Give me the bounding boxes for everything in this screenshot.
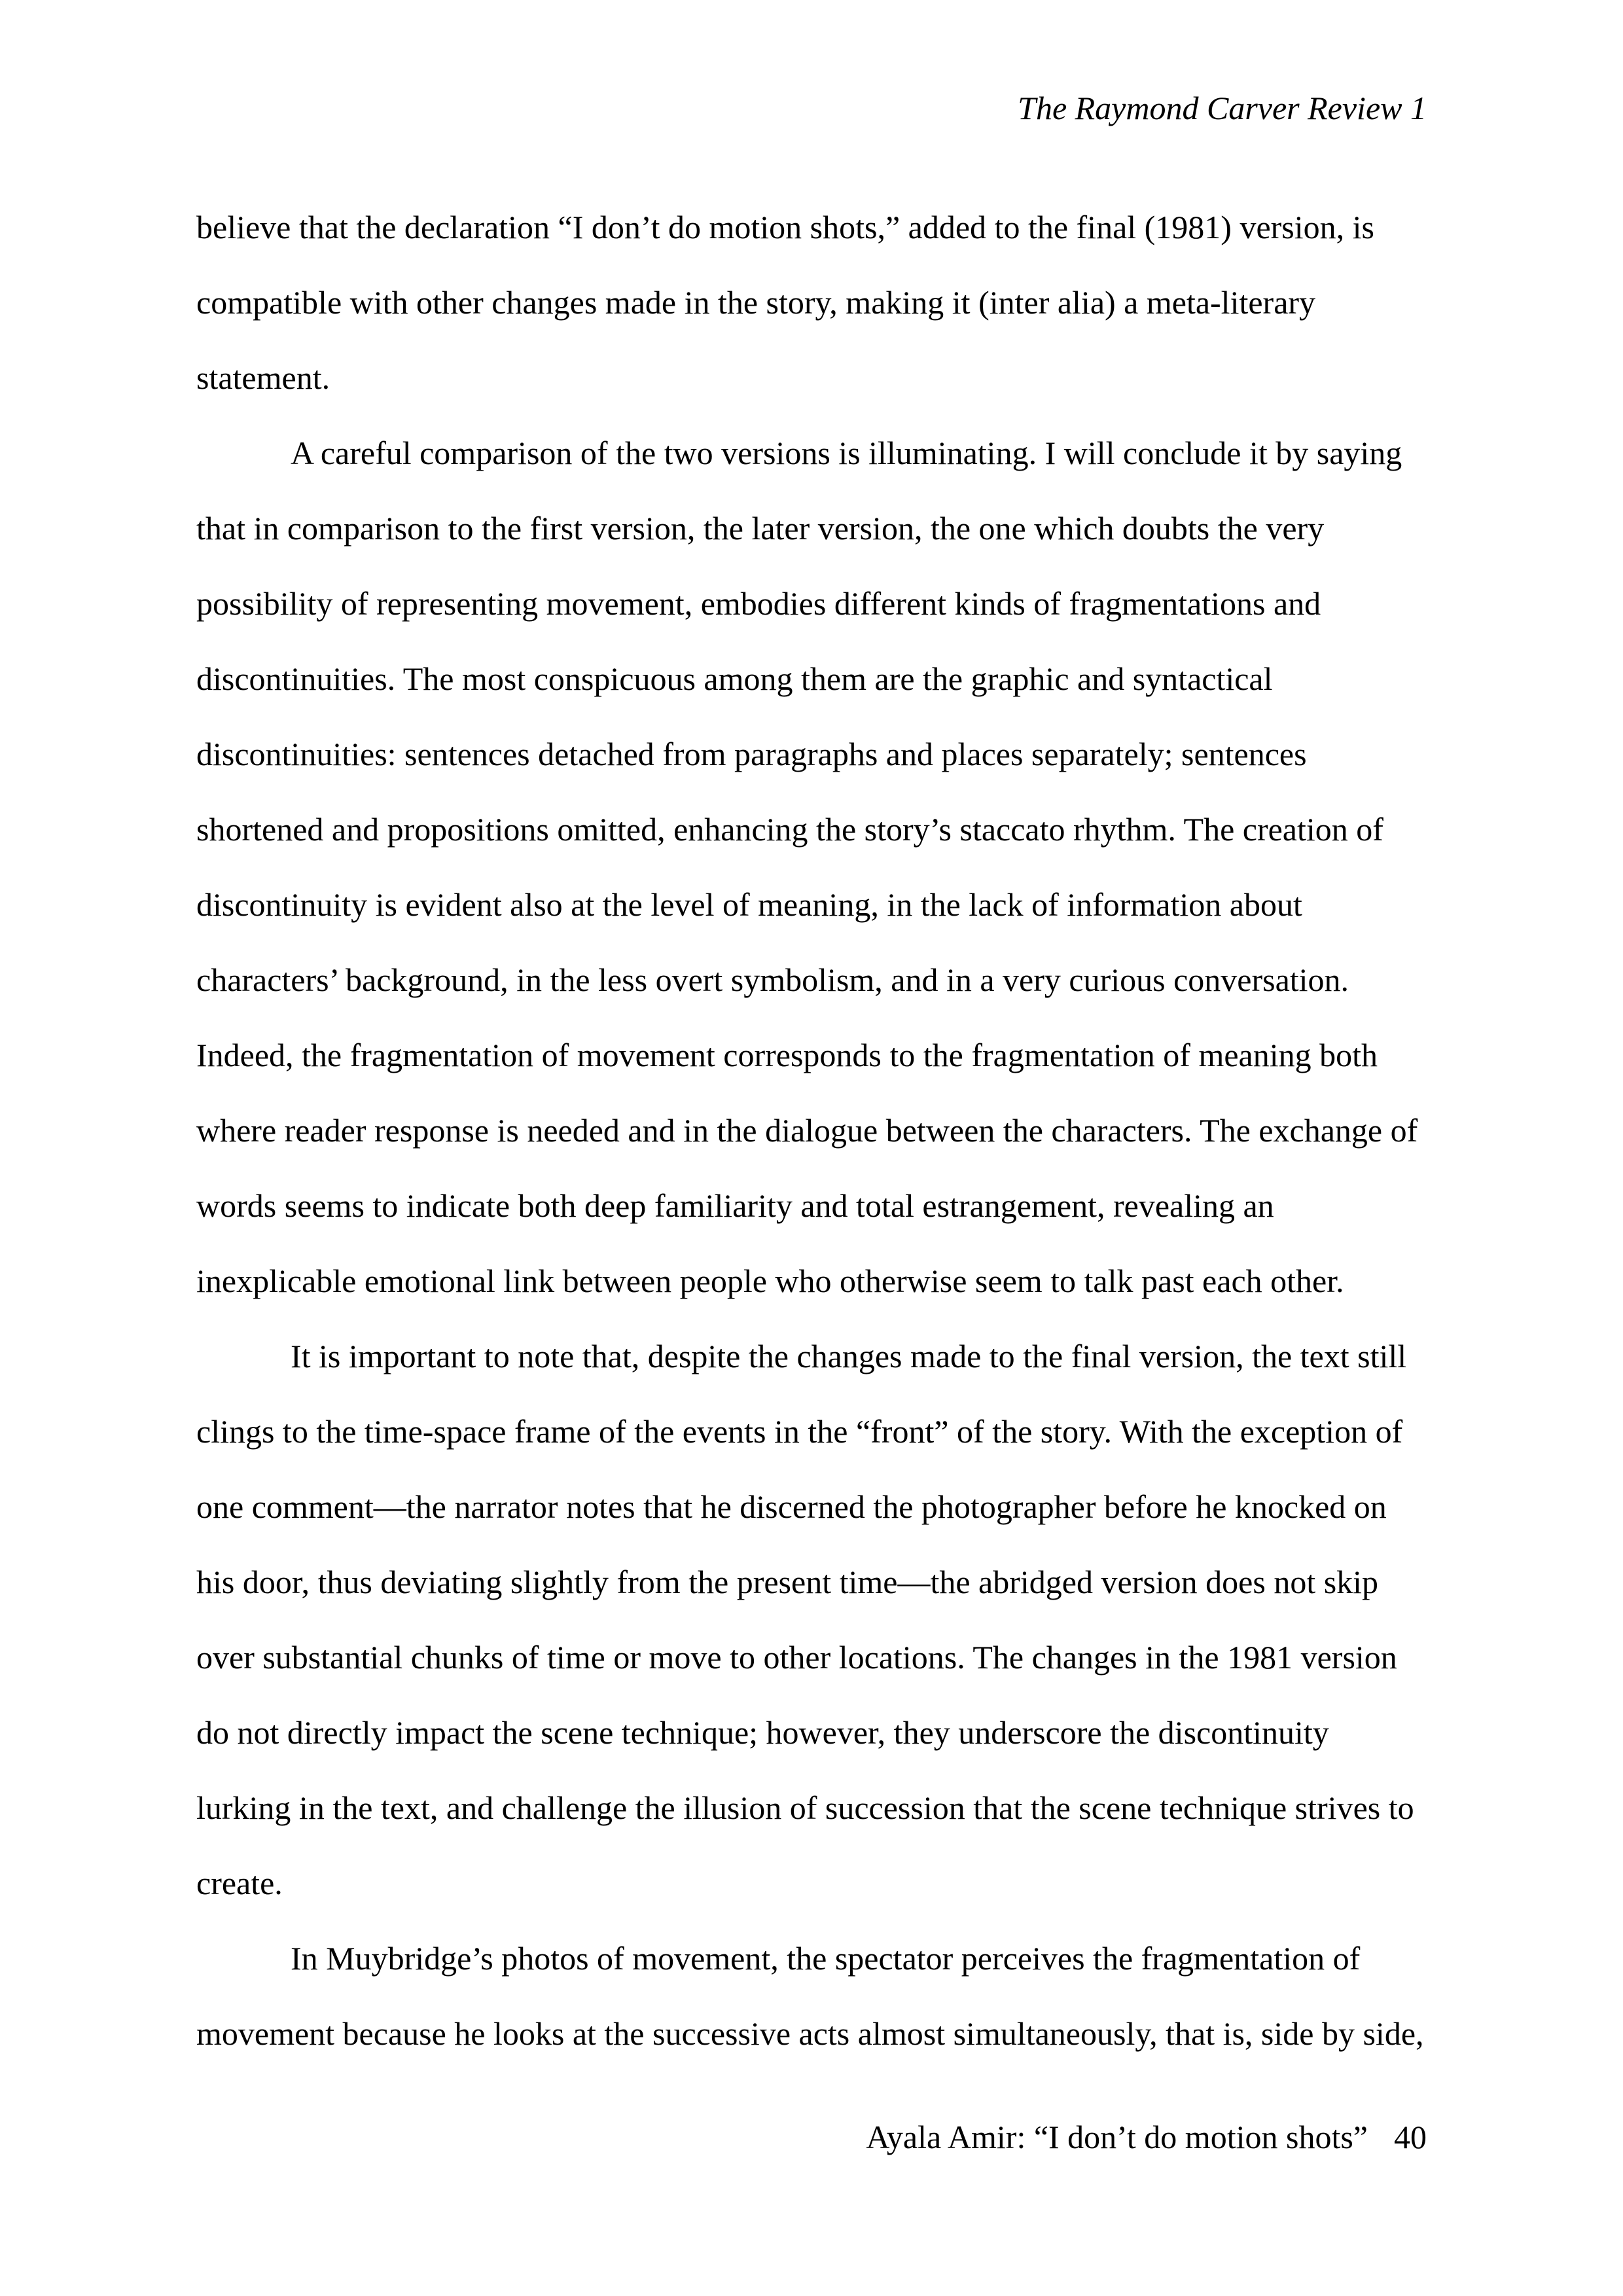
- paragraph: In Muybridge’s photos of movement, the spectator perceives the fragmentation of movement because he looks at the successive acts almost simultaneously, that is, side by side,: [196, 1940, 1424, 2052]
- running-head: The Raymond Carver Review 1: [1018, 90, 1427, 126]
- page-number: 40: [1394, 2119, 1427, 2155]
- paragraph: A careful comparison of the two versions is illuminating. I will conclude it by saying that in comparison to the first version, the later version, the one which doubts the very possibility of representing movement, embodies different kinds of fragmentations and discontinuities. The most conspicuous among them are the graphic and syntactical discontinuities: sentences detached from paragraphs and places separately; sentences shortened and propositions omitted, enhancing the story’s staccato rhythm. The creation of discontinuity is evident also at the level of meaning, in the lack of information about characters’ background, in the less overt symbolism, and in a very curious conversation. Indeed, the fragmentation of movement corresponds to the fragmentation of meaning both where reader response is needed and in the dialogue between the characters. The exchange of words seems to indicate both deep familiarity and total estrangement, revealing an inexplicable emotional link between people who otherwise seem to talk past each other.: [196, 435, 1418, 1299]
- body-text: [196, 190, 1427, 2072]
- paragraph-continued: believe that the declaration “I don’t do motion shots,” added to the final (1981) version, is compatible with other changes made in the story, making it (inter alia) a meta-literary statement.: [196, 209, 1374, 396]
- page-footer: [866, 2121, 1427, 2153]
- paragraph: It is important to note that, despite the changes made to the final version, the text still clings to the time-space frame of the events in the “front” of the story. With the exception of one comment—the narrator notes that he discerned the photographer before he knocked on his door, thus deviating slightly from the present time—the abridged version does not skip over substantial chunks of time or move to other locations. The changes in the 1981 version do not directly impact the scene technique; however, they underscore the discontinuity lurking in the text, and challenge the illusion of succession that the scene technique strives to create.: [196, 1338, 1414, 1901]
- footer-author-title: Ayala Amir: “I don’t do motion shots”: [866, 2119, 1368, 2155]
